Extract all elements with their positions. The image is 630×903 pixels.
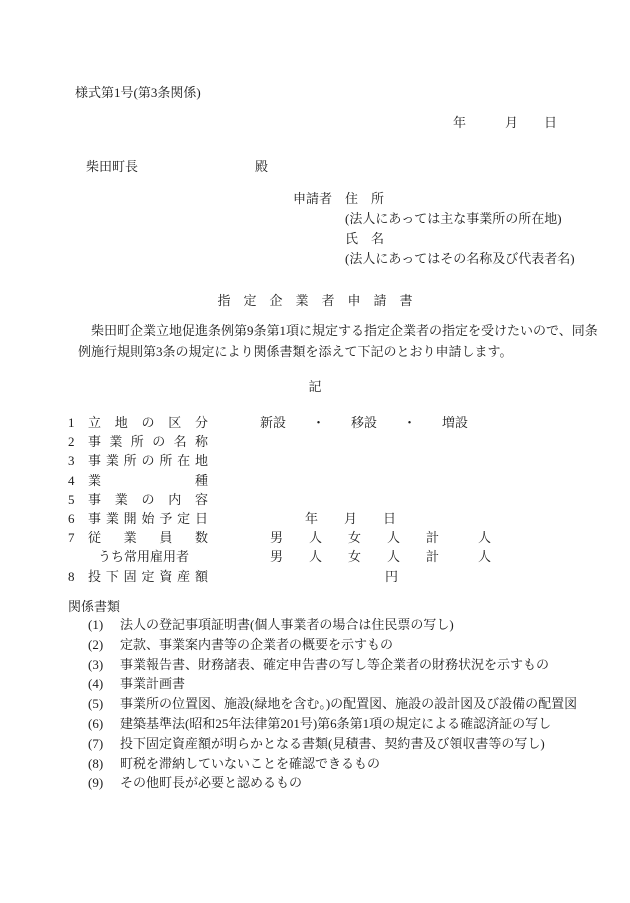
document-item-number: (1): [88, 617, 104, 632]
document-item-text: 定款、事業案内書等の企業者の概要を示すもの: [120, 636, 394, 652]
applicant-label: 申請者: [293, 191, 333, 206]
form-row-label: 従業員数: [88, 530, 208, 546]
document-item-number: (2): [88, 636, 104, 652]
document-item-text: 建築基準法(昭和25年法律第201号)第6条第1項の規定による確認済証の写し: [120, 715, 552, 731]
document-item: [88, 635, 577, 655]
form-row-label: 業種: [88, 472, 208, 488]
applicant-address-label: 住 所: [345, 191, 385, 206]
document-item-text: 町税を滞納していないことを確認できるもの: [120, 755, 381, 771]
document-item-text: 投下固定資産額が明らかとなる書類(見積書、契約書及び領収書等の写し): [120, 735, 545, 751]
applicant-line: [293, 189, 575, 209]
applicant-block: [293, 189, 575, 269]
related-documents-list: [88, 615, 577, 793]
document-item-number: (3): [88, 656, 104, 672]
addressee: 柴田町長: [86, 159, 139, 174]
document-item: [88, 655, 577, 675]
form-row-regular-employees: [68, 547, 492, 566]
section-marker: 記: [308, 379, 322, 394]
form-row-value: 男 人 女 人 計 人: [270, 549, 492, 565]
document-item: [88, 754, 577, 774]
document-item: [88, 674, 577, 694]
addressee-honorific: 殿: [255, 159, 269, 174]
document-item-number: (4): [88, 676, 104, 692]
document-item: [88, 714, 577, 734]
document-item-text: 事業報告書、財務諸表、確定申告書の写し等企業者の財務状況を示すもの: [120, 656, 550, 672]
form-row-employee-count: [68, 528, 492, 547]
document-item-text: その他町長が必要と認めるもの: [120, 775, 303, 791]
body-line-1: 柴田町企業立地促進条例第9条第1項に規定する指定企業者の指定を受けたいので、同条: [91, 323, 598, 338]
form-row-number: 7: [68, 530, 75, 546]
form-number: 様式第1号(第3条関係): [75, 85, 201, 100]
document-item: [88, 694, 577, 714]
form-row-industry: [68, 471, 208, 490]
applicant-name-note: (法人にあってはその名称及び代表者名): [345, 251, 575, 266]
form-row-label: うち常用雇用者: [98, 549, 190, 565]
form-row-value: 円: [385, 568, 399, 584]
document-item-text: 事業計画書: [120, 676, 186, 692]
document-item-number: (8): [88, 755, 104, 771]
form-row-label: 事業の内容: [88, 491, 208, 507]
form-row-number: 5: [68, 491, 75, 507]
form-row-invested-fixed-assets: [68, 567, 399, 586]
form-row-office-location: [68, 451, 208, 470]
applicant-address-note: (法人にあっては主な事業所の所在地): [345, 211, 562, 226]
form-row-business-description: [68, 490, 208, 509]
form-row-start-date: [68, 509, 397, 528]
document-title: 指 定 企 業 者 申 請 書: [217, 293, 413, 308]
form-row-label: 立地の区分: [88, 415, 208, 430]
form-row-office-name: [68, 432, 208, 451]
document-item-text: 事業所の位置図、施設(緑地を含む。)の配置図、施設の設計図及び設備の配置図: [120, 696, 578, 712]
form-row-number: 2: [68, 434, 75, 450]
form-row-value: 年 月 日: [305, 510, 397, 526]
document-item: [88, 734, 577, 754]
document-item-number: (9): [88, 775, 104, 791]
applicant-name-label: 氏 名: [345, 231, 385, 246]
form-row-number: 4: [68, 472, 75, 488]
document-item: [88, 773, 577, 793]
form-row-number: 6: [68, 510, 75, 526]
form-items-list: [68, 413, 492, 586]
body-paragraph: [78, 321, 598, 362]
form-row-value: 新設 ・ 移設 ・ 増設: [260, 415, 469, 430]
form-row-label: 事業所の名称: [88, 434, 208, 450]
date-field: 年 月 日: [452, 115, 557, 130]
form-row-label: 投下固定資産額: [88, 568, 208, 584]
document-item-text: 法人の登記事項証明書(個人事業者の場合は住民票の写し): [120, 617, 454, 632]
form-row-label: 事業所の所在地: [88, 453, 208, 469]
form-row-number: 1: [68, 415, 75, 430]
document-item-number: (5): [88, 696, 104, 712]
body-line-2: 例施行規則第3条の規定により関係書類を添えて下記のとおり申請します。: [78, 343, 513, 359]
document-item-number: (6): [88, 715, 104, 731]
form-row-label: 事業開始予定日: [88, 510, 208, 526]
form-row-value: 男 人 女 人 計 人: [270, 530, 492, 546]
form-row-site-category: [68, 413, 469, 432]
related-documents-heading: 関係書類: [68, 599, 121, 614]
document-item-number: (7): [88, 735, 104, 751]
form-row-number: 8: [68, 568, 75, 584]
form-row-number: 3: [68, 453, 75, 469]
document-item: [88, 615, 577, 635]
